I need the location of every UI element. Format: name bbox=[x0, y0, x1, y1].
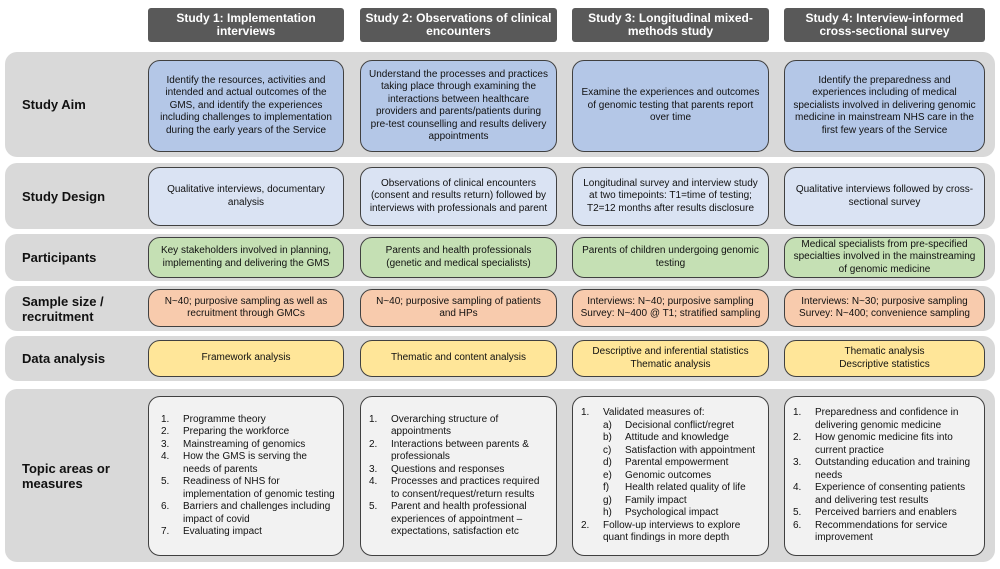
topics-cell-study-4 bbox=[784, 396, 985, 556]
list-item bbox=[161, 526, 335, 539]
item-number: 5. bbox=[161, 476, 170, 487]
sample-cell-study-2 bbox=[360, 289, 557, 327]
item-text: Experience of consenting patients and delivering test results bbox=[815, 482, 966, 506]
sub-letter: f) bbox=[603, 482, 610, 494]
item-text: Mainstreaming of genomics bbox=[183, 438, 306, 450]
list-item bbox=[161, 414, 335, 427]
list-item bbox=[581, 520, 760, 545]
item-text: Family impact bbox=[625, 494, 687, 506]
list-item bbox=[161, 426, 335, 439]
cell-text: Understand the processes and practices taking place through examining the interactions between healthcare providers and parents/patients during pre-test counselling and results delivery appointments bbox=[369, 68, 548, 142]
cell-text: Interviews: N~40; purposive sampling Survey: N~400 @ T1; stratified sampling bbox=[580, 295, 761, 319]
list-item bbox=[369, 476, 548, 501]
item-text: Preparedness and confidence in delivering genomic medicine bbox=[815, 407, 959, 431]
topics-content bbox=[161, 414, 335, 539]
item-number: 6. bbox=[793, 519, 802, 531]
cell-text: Longitudinal survey and interview study at two timepoints: T1=time of testing; T2=12 months after results disclosure bbox=[583, 177, 758, 214]
row-label-topics: Topic areas or measures bbox=[22, 460, 110, 491]
aim-cell-study-2 bbox=[360, 60, 557, 152]
item-number: 1. bbox=[793, 407, 802, 419]
topics-content bbox=[369, 414, 548, 539]
list-item bbox=[161, 501, 335, 526]
sub-letter: c) bbox=[603, 444, 612, 456]
sub-letter: a) bbox=[603, 419, 612, 431]
item-number: 3. bbox=[793, 457, 802, 469]
topics-content bbox=[793, 407, 976, 545]
cell-text: Interviews: N~30; purposive sampling Survey: N~400; convenience sampling bbox=[799, 295, 970, 319]
item-number: 4. bbox=[369, 476, 378, 487]
topics-cell-study-1 bbox=[148, 396, 344, 556]
participants-cell-study-4 bbox=[784, 237, 985, 278]
item-text: How the GMS is serving the needs of parents bbox=[183, 451, 307, 475]
list-item bbox=[369, 464, 548, 477]
item-number: 5. bbox=[369, 501, 378, 512]
item-text: Validated measures of: bbox=[603, 407, 705, 419]
item-number: 1. bbox=[581, 407, 590, 419]
cell-text: Medical specialists from pre-specified specialties involved in the mainstreaming of genomic medicine bbox=[793, 238, 976, 275]
list-item bbox=[369, 439, 548, 464]
list-item bbox=[793, 432, 976, 457]
list-item bbox=[161, 451, 335, 476]
sub-letter: d) bbox=[603, 457, 612, 469]
participants-cell-study-2 bbox=[360, 237, 557, 278]
sub-item bbox=[603, 420, 760, 433]
list-item bbox=[793, 507, 976, 520]
study-header-1: Study 1: Implementation interviews bbox=[148, 8, 344, 42]
cell-text: Thematic analysis Descriptive statistics bbox=[839, 346, 930, 370]
item-text: Parental empowerment bbox=[625, 457, 729, 469]
analysis-cell-study-3 bbox=[572, 340, 769, 377]
item-number: 1. bbox=[161, 413, 170, 425]
item-text: Satisfaction with appointment bbox=[625, 444, 756, 456]
analysis-cell-study-2 bbox=[360, 340, 557, 377]
analysis-cell-study-1 bbox=[148, 340, 344, 377]
cell-text: Identify the preparedness and experiences including of medical specialists involved in delivering genomic medicine in mainstream NHS care in the first few years of the Service bbox=[793, 74, 976, 136]
item-text: Overarching structure of appointments bbox=[391, 413, 499, 437]
cell-text: N~40; purposive sampling of patients and HPs bbox=[376, 295, 541, 319]
row-label-participants: Participants bbox=[22, 250, 97, 265]
design-cell-study-2 bbox=[360, 167, 557, 226]
cell-text: Key stakeholders involved in planning, implementing and delivering the GMS bbox=[160, 245, 332, 269]
sub-letter: g) bbox=[603, 494, 612, 506]
cell-text: Parents and health professionals (genetic and medical specialists) bbox=[385, 245, 532, 269]
item-text: Questions and responses bbox=[391, 463, 505, 475]
sub-item bbox=[603, 457, 760, 470]
participants-cell-study-1 bbox=[148, 237, 344, 278]
design-cell-study-3 bbox=[572, 167, 769, 226]
cell-text: Descriptive and inferential statistics Thematic analysis bbox=[592, 346, 749, 370]
item-number: 2. bbox=[581, 519, 590, 531]
item-number: 4. bbox=[793, 482, 802, 494]
item-text: Parent and health professional experiences of appointment – expectations, satisfaction etc bbox=[391, 501, 527, 537]
item-text: Interactions between parents & professionals bbox=[391, 438, 529, 462]
item-number: 7. bbox=[161, 526, 170, 537]
item-text: Processes and practices required to consent/request/return results bbox=[391, 476, 540, 500]
list-item bbox=[793, 457, 976, 482]
item-number: 2. bbox=[369, 438, 378, 450]
cell-text: Framework analysis bbox=[201, 352, 291, 364]
item-text: Recommendations for service improvement bbox=[815, 519, 948, 544]
item-text: Health related quality of life bbox=[625, 482, 746, 494]
item-number: 1. bbox=[369, 413, 378, 425]
sub-letter: e) bbox=[603, 469, 612, 481]
sub-item bbox=[603, 470, 760, 483]
design-cell-study-1 bbox=[148, 167, 344, 226]
item-number: 3. bbox=[369, 463, 378, 475]
topics-cell-study-2 bbox=[360, 396, 557, 556]
analysis-cell-study-4 bbox=[784, 340, 985, 377]
study-header-4: Study 4: Interview-informed cross-sectional survey bbox=[784, 8, 985, 42]
item-text: Outstanding education and training needs bbox=[815, 457, 971, 481]
cell-text: Observations of clinical encounters (consent and results return) followed by interviews with professionals and parent bbox=[369, 177, 548, 214]
sub-item bbox=[603, 495, 760, 508]
item-text: Readiness of NHS for implementation of genomic testing bbox=[183, 476, 335, 500]
cell-text: Qualitative interviews, documentary analysis bbox=[167, 184, 325, 208]
item-number: 2. bbox=[161, 426, 170, 437]
list-item bbox=[369, 414, 548, 439]
topics-content bbox=[581, 407, 760, 545]
item-text: How genomic medicine fits into current practice bbox=[815, 432, 953, 456]
item-text: Genomic outcomes bbox=[625, 469, 712, 481]
cell-text: Identify the resources, activities and intended and actual outcomes of the GMS, and identify the experiences including challenges to implementation during the early years of the Service bbox=[160, 74, 332, 136]
item-number: 5. bbox=[793, 507, 802, 519]
list-item bbox=[793, 407, 976, 432]
item-text: Follow-up interviews to explore quant findings in more depth bbox=[603, 519, 741, 544]
item-text: Perceived barriers and enablers bbox=[815, 507, 957, 519]
item-text: Programme theory bbox=[183, 413, 266, 425]
numbered-list bbox=[793, 407, 976, 545]
numbered-list bbox=[369, 414, 548, 539]
sub-item bbox=[603, 432, 760, 445]
study-header-3: Study 3: Longitudinal mixed-methods study bbox=[572, 8, 769, 42]
sub-letter: b) bbox=[603, 432, 612, 444]
item-number: 4. bbox=[161, 451, 170, 462]
row-label-design: Study Design bbox=[22, 188, 106, 204]
sample-cell-study-1 bbox=[148, 289, 344, 327]
cell-text: Parents of children undergoing genomic testing bbox=[582, 245, 759, 269]
cell-text: N~40; purposive sampling as well as recruitment through GMCs bbox=[164, 295, 328, 319]
aim-cell-study-1 bbox=[148, 60, 344, 152]
cell-text: Examine the experiences and outcomes of genomic testing that parents report over time bbox=[581, 87, 760, 124]
item-text: Attitude and knowledge bbox=[625, 432, 729, 444]
list-item bbox=[793, 520, 976, 545]
sub-letter: h) bbox=[603, 507, 612, 519]
sub-item bbox=[603, 445, 760, 458]
item-text: Evaluating impact bbox=[183, 526, 262, 537]
item-number: 6. bbox=[161, 501, 170, 512]
row-label-aim: Study Aim bbox=[22, 97, 86, 112]
cell-text: Qualitative interviews followed by cross-sectional survey bbox=[795, 184, 974, 208]
item-text: Decisional conflict/regret bbox=[625, 419, 734, 431]
cell-text: Thematic and content analysis bbox=[390, 352, 527, 364]
numbered-list bbox=[161, 414, 335, 539]
list-item bbox=[369, 501, 548, 539]
sample-cell-study-4 bbox=[784, 289, 985, 327]
item-text: Psychological impact bbox=[625, 507, 719, 519]
list-item bbox=[581, 407, 760, 420]
list-item bbox=[793, 482, 976, 507]
study-header-2: Study 2: Observations of clinical encounters bbox=[360, 8, 557, 42]
sub-item bbox=[603, 482, 760, 495]
sub-list bbox=[581, 420, 760, 520]
item-number: 3. bbox=[161, 438, 170, 450]
item-number: 2. bbox=[793, 432, 802, 444]
design-cell-study-4 bbox=[784, 167, 985, 226]
aim-cell-study-3 bbox=[572, 60, 769, 152]
topics-cell-study-3 bbox=[572, 396, 769, 556]
sub-item bbox=[603, 507, 760, 520]
sample-cell-study-3 bbox=[572, 289, 769, 327]
list-item bbox=[161, 476, 335, 501]
numbered-list bbox=[581, 407, 760, 545]
item-text: Preparing the workforce bbox=[183, 426, 290, 437]
list-item bbox=[161, 439, 335, 452]
aim-cell-study-4 bbox=[784, 60, 985, 152]
row-label-sample: Sample size / recruitment bbox=[22, 293, 104, 324]
row-label-analysis: Data analysis bbox=[22, 351, 106, 366]
participants-cell-study-3 bbox=[572, 237, 769, 278]
item-text: Barriers and challenges including impact of covid bbox=[183, 501, 331, 525]
